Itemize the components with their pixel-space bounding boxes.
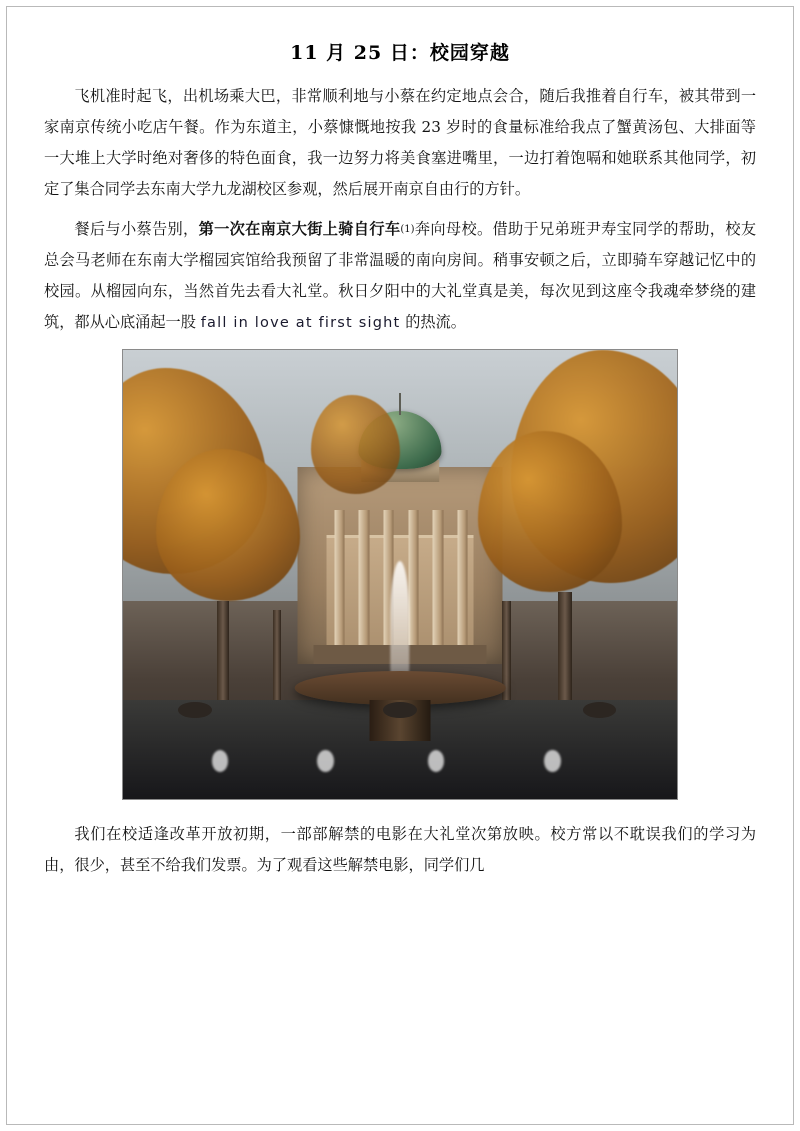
southeast-university-auditorium-fountain-photo <box>122 349 678 800</box>
paragraph-3: 我们在校适逢改革开放初期，一部部解禁的电影在大礼堂次第放映。校方常以不耽误我们的学习为由，很少，甚至不给我们发票。为了观看这些解禁电影，同学们几 <box>44 825 756 874</box>
paragraph-2-mid: 奔向母校。借助于兄弟班尹寿宝同学的帮助，校友总会马老师在东南大学榴园宾馆给我预留了非常温暖的南向房间。稍事安顿之后，立即骑车穿越记忆中的校园。从榴园向东，当然首先去看大礼堂。秋日夕阳中的大礼堂真是美，每次见到这座令我魂牵梦绕的建筑，都从心底涌起一股 <box>44 220 757 331</box>
paragraph-2-english-phrase: fall in love at first sight <box>200 315 401 331</box>
paragraph-2-bold-phrase: 第一次在南京大街上骑自行车 <box>198 220 401 238</box>
photo-water-jet <box>390 561 409 678</box>
paragraph-2-tail: 的热流。 <box>400 313 466 331</box>
paragraph-1: 飞机准时起飞，出机场乘大巴，非常顺利地与小蔡在约定地点会合，随后我推着自行车，被其带到一家南京传统小吃店午餐。作为东道主，小蔡慷慨地按我 23 岁时的食量标准给我点了蟹黄汤包、大排面等一大堆上大学时绝对奢侈的特色面食，我一边努力将美食塞进嘴里，一边打着饱嗝和她联系其他同学，初定了集合同学去东南大学九龙湖校区参观，然后展开南京自由行的方针。 <box>44 87 756 198</box>
footnote-marker: (1) <box>400 224 415 235</box>
paragraph-2-lead: 餐后与小蔡告别， <box>74 220 199 238</box>
photo-spire <box>399 393 401 415</box>
page-content <box>44 30 756 890</box>
paragraph-2 <box>44 214 756 339</box>
figure <box>44 349 756 805</box>
page-title: 11 月 25 日：校园穿越 <box>290 42 510 64</box>
